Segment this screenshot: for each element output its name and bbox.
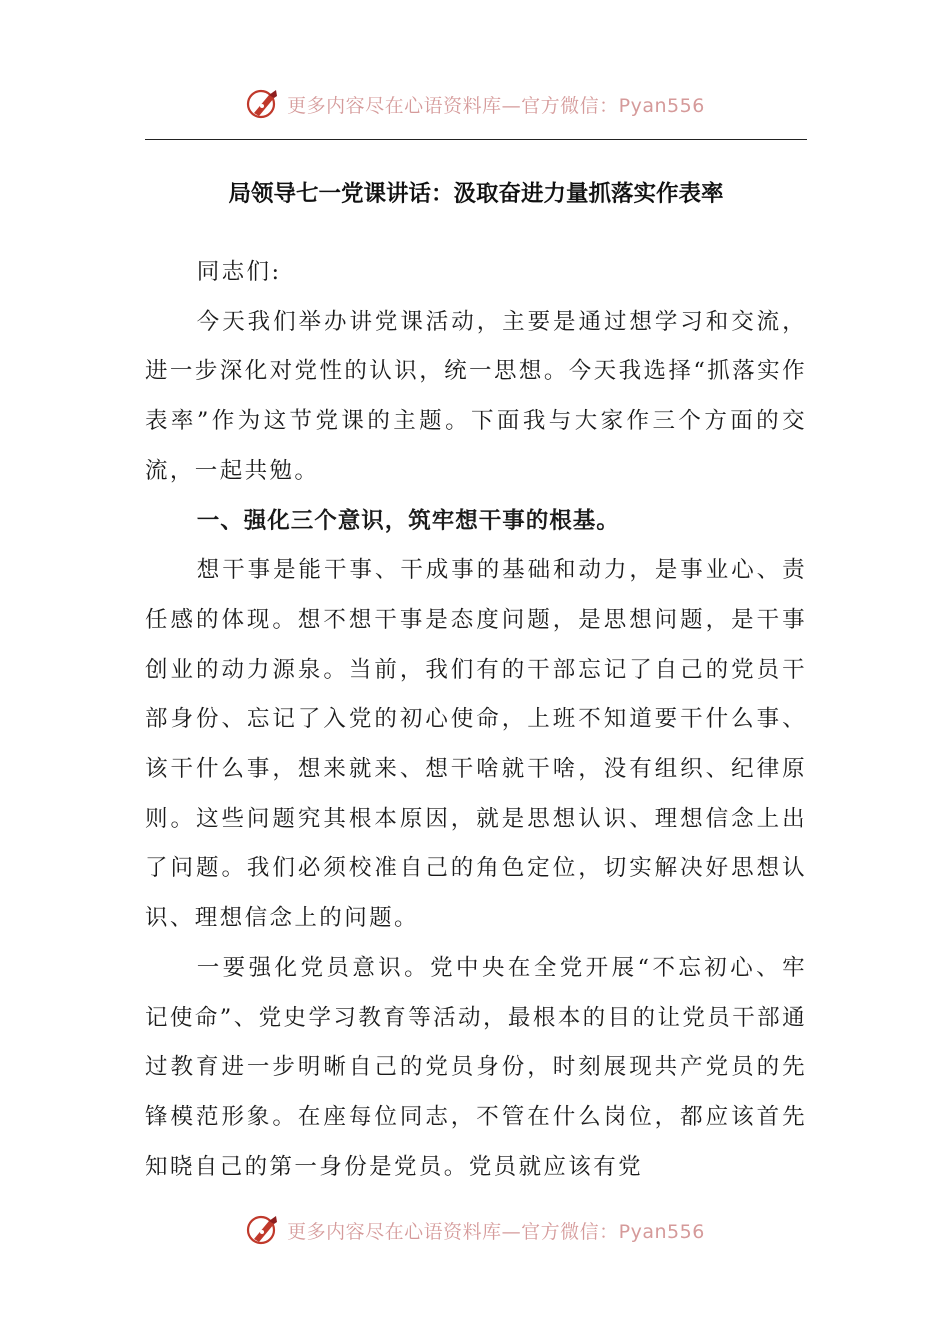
- pen-nib-logo-icon: [245, 1212, 281, 1248]
- paragraph-intro: 今天我们举办讲党课活动，主要是通过想学习和交流，进一步深化对党性的认识，统一思想。今天我选择“抓落实作表率”作为这节党课的主题。下面我与大家作三个方面的交流，一起共勉。: [145, 308, 807, 484]
- document-body: [145, 248, 807, 1192]
- watermark-text: 更多内容尽在心语资料库—官方微信：Pyan556: [287, 1220, 705, 1243]
- header-rule: [145, 139, 807, 140]
- paragraph-body: 一要强化党员意识。党中央在全党开展“不忘初心、牢记使命”、党史学习教育等活动，最根本的目的让党员干部通过教育进一步明晰自己的党员身份，时刻展现共产党员的先锋模范形象。在座每位同志，不管在什么岗位，都应该首先知晓自己的第一身份是党员。党员就应该有党: [145, 954, 807, 1180]
- salutation: 同志们:: [196, 259, 282, 285]
- document-title: 局领导七一党课讲话：汲取奋进力量抓落实作表率: [228, 181, 724, 207]
- section-heading-1: 一、强化三个意识，筑牢想干事的根基。: [196, 507, 620, 534]
- paragraph-body: 想干事是能干事、干成事的基础和动力，是事业心、责任感的体现。想不想干事是态度问题，是思想问题，是干事创业的动力源泉。当前，我们有的干部忘记了自己的党员干部身份、忘记了入党的初心使命，上班不知道要干什么事、该干什么事，想来就来、想干啥就干啥，没有组织、纪律原则。这些问题究其根本原因，就是思想认识、理想信念上出了问题。我们必须校准自己的角色定位，切实解决好思想认识、理想信念上的问题。: [145, 557, 807, 932]
- pen-nib-logo-icon: [245, 86, 281, 122]
- watermark-footer: [0, 1210, 950, 1250]
- watermark-text: 更多内容尽在心语资料库—官方微信：Pyan556: [287, 94, 705, 117]
- watermark-header: [0, 84, 950, 124]
